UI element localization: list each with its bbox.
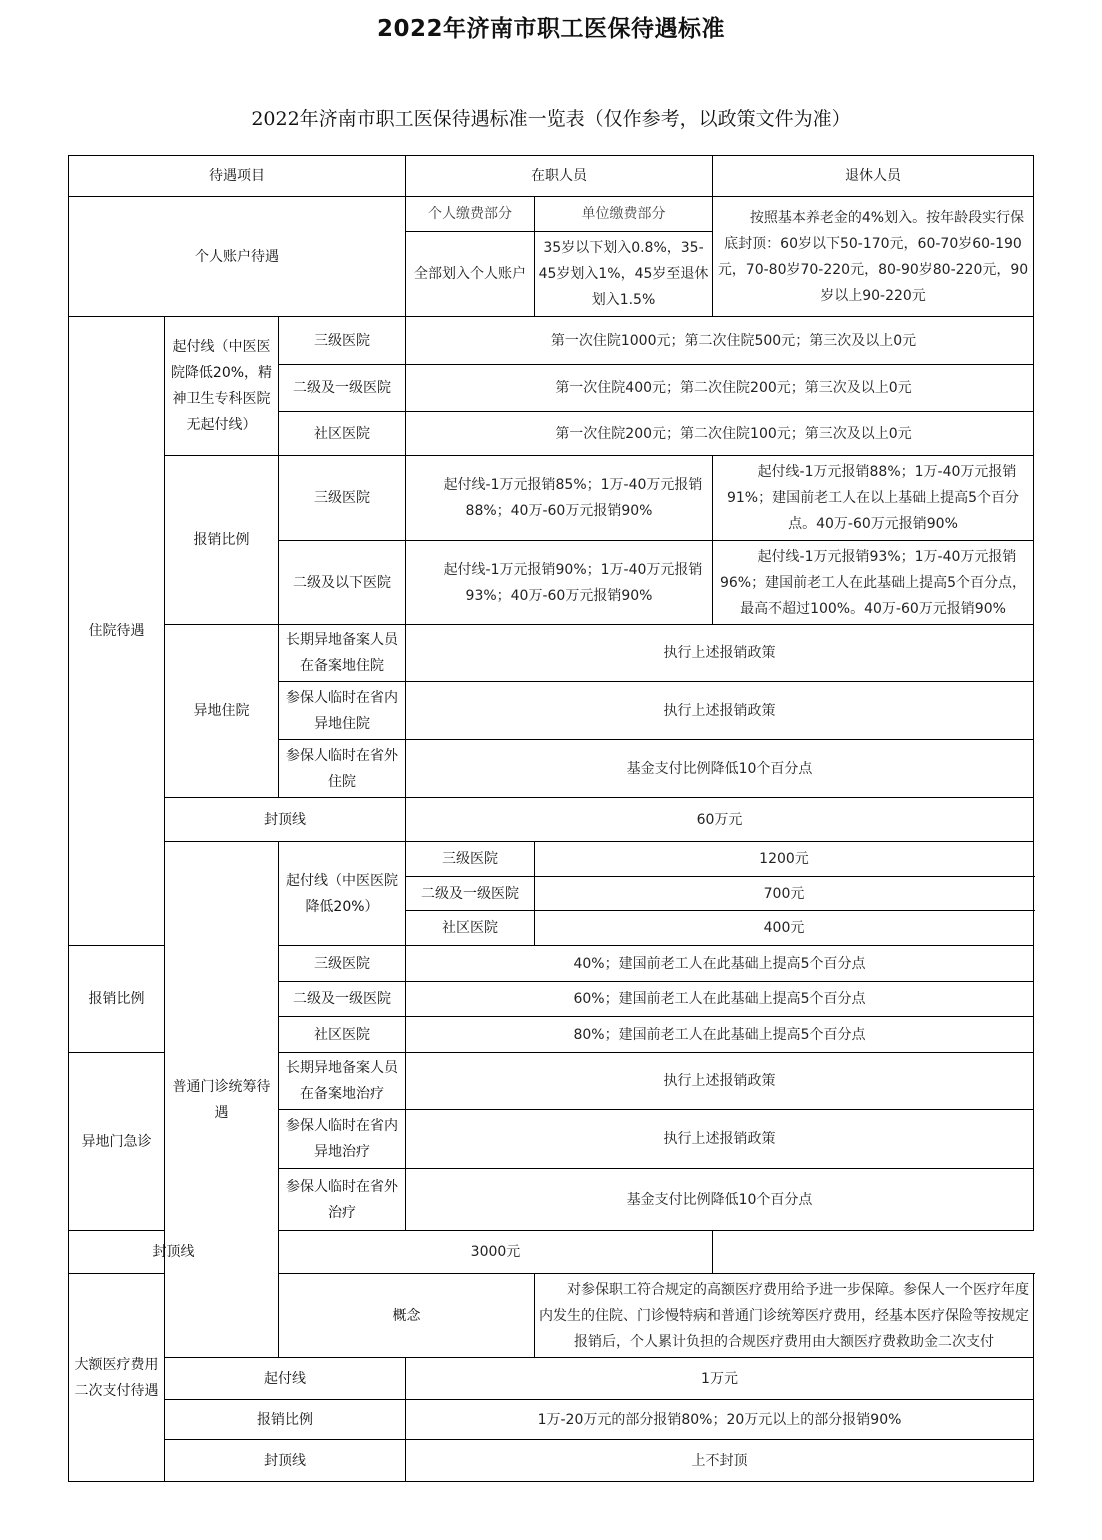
personal-part-value: 全部划入个人账户 [406,232,535,317]
major-ratio-label: 报销比例 [165,1400,406,1440]
table-row [69,1440,1034,1482]
inpatient-threshold-value: 第一次住院200元；第二次住院100元；第三次及以上0元 [406,412,1034,456]
inpatient-cap-value: 60万元 [406,798,1034,842]
inpatient-threshold-value: 第一次住院1000元；第二次住院500元；第三次及以上0元 [406,317,1034,365]
outpatient-ratio-level: 二级及一级医院 [279,982,406,1017]
table-row [69,456,1034,541]
outpatient-offsite-type: 参保人临时在省外治疗 [279,1169,406,1231]
personal-account-label: 个人账户待遇 [69,197,406,317]
outpatient-threshold-level: 二级及一级医院 [406,877,535,911]
table-row [69,798,1034,842]
page-title: 2022年济南市职工医保待遇标准 [376,16,725,42]
header-row [69,156,1034,197]
outpatient-threshold-label: 起付线（中医医院降低20%） [279,842,406,946]
table-row [69,625,1034,682]
outpatient-threshold-level: 社区医院 [406,911,535,946]
personal-part-header: 个人缴费部分 [406,197,535,232]
outpatient-offsite-label: 异地门急诊 [69,1053,165,1231]
inpatient-offsite-type: 参保人临时在省内异地住院 [279,682,406,740]
unit-part-value: 35岁以下划入0.8%，35-45岁划入1%，45岁至退休划入1.5% [535,232,713,317]
major-ratio-value: 1万-20万元的部分报销80%；20万元以上的部分报销90% [406,1400,1034,1440]
header-employed: 在职人员 [406,156,713,197]
table-row [69,1231,1034,1274]
header-retired: 退休人员 [713,156,1034,197]
personal-account-retired: 按照基本养老金的4%划入。按年龄段实行保底封顶：60岁以下50-170元，60-70岁60-190元，70-80岁70-220元，80-90岁80-220元，90岁以上90-220元 [713,197,1034,317]
outpatient-ratio-level: 社区医院 [279,1017,406,1053]
inpatient-ratio-retired: 起付线-1万元报销93%；1万-40万元报销96%；建国前老工人在此基础上提高5个百分点，最高不超过100%。40万-60万元报销90% [713,541,1034,625]
inpatient-cap-label: 封顶线 [165,798,406,842]
table-row [69,1358,1034,1400]
major-threshold-value: 1万元 [406,1358,1034,1400]
table-row [69,317,1034,365]
outpatient-ratio-value: 60%；建国前老工人在此基础上提高5个百分点 [406,982,1034,1017]
inpatient-ratio-label: 报销比例 [165,456,279,625]
header-item: 待遇项目 [69,156,406,197]
inpatient-threshold-label: 起付线（中医医院降低20%，精神卫生专科医院无起付线） [165,317,279,456]
major-concept-label: 概念 [279,1274,535,1358]
inpatient-label: 住院待遇 [69,317,165,946]
personal-account-row [69,197,1034,232]
inpatient-offsite-value: 执行上述报销政策 [406,625,1034,682]
inpatient-offsite-value: 基金支付比例降低10个百分点 [406,740,1034,798]
outpatient-offsite-value: 执行上述报销政策 [406,1110,1034,1169]
inpatient-ratio-employed: 起付线-1万元报销85%；1万-40万元报销88%；40万-60万元报销90% [406,456,713,541]
inpatient-offsite-type: 参保人临时在省外住院 [279,740,406,798]
inpatient-threshold-level: 三级医院 [279,317,406,365]
outpatient-offsite-type: 长期异地备案人员在备案地治疗 [279,1053,406,1110]
inpatient-ratio-employed: 起付线-1万元报销90%；1万-40万元报销93%；40万-60万元报销90% [406,541,713,625]
table-row [69,842,1034,877]
outpatient-cap-value: 3000元 [279,1231,713,1274]
outpatient-ratio-value: 80%；建国前老工人在此基础上提高5个百分点 [406,1017,1034,1053]
outpatient-threshold-value: 1200元 [535,842,1034,877]
outpatient-threshold-level: 三级医院 [406,842,535,877]
outpatient-ratio-value: 40%；建国前老工人在此基础上提高5个百分点 [406,946,1034,982]
inpatient-threshold-value: 第一次住院400元；第二次住院200元；第三次及以上0元 [406,365,1034,412]
inpatient-threshold-level: 社区医院 [279,412,406,456]
outpatient-offsite-type: 参保人临时在省内异地治疗 [279,1110,406,1169]
outpatient-cap-label: 封顶线 [69,1231,279,1274]
outpatient-ratio-label: 报销比例 [69,946,165,1053]
inpatient-ratio-level: 三级医院 [279,456,406,541]
outpatient-offsite-value: 执行上述报销政策 [406,1053,1034,1110]
inpatient-offsite-label: 异地住院 [165,625,279,798]
inpatient-threshold-level: 二级及一级医院 [279,365,406,412]
outpatient-offsite-value: 基金支付比例降低10个百分点 [406,1169,1034,1231]
table-row [69,1400,1034,1440]
unit-part-header: 单位缴费部分 [535,197,713,232]
benefits-table [68,155,1034,1482]
major-cap-label: 封顶线 [165,1440,406,1482]
inpatient-ratio-level: 二级及以下医院 [279,541,406,625]
outpatient-threshold-value: 400元 [535,911,1034,946]
major-threshold-label: 起付线 [165,1358,406,1400]
major-label: 大额医疗费用二次支付待遇 [69,1274,165,1482]
inpatient-offsite-type: 长期异地备案人员在备案地住院 [279,625,406,682]
major-concept-value: 对参保职工符合规定的高额医疗费用给予进一步保障。参保人一个医疗年度内发生的住院、门诊慢特病和普通门诊统筹医疗费用，经基本医疗保险等按规定报销后，个人累计负担的合规医疗费用由大额医疗费救助金二次支付 [535,1274,1034,1358]
major-cap-value: 上不封顶 [406,1440,1034,1482]
inpatient-ratio-retired: 起付线-1万元报销88%；1万-40万元报销91%；建国前老工人在以上基础上提高5个百分点。40万-60万元报销90% [713,456,1034,541]
inpatient-offsite-value: 执行上述报销政策 [406,682,1034,740]
outpatient-ratio-level: 三级医院 [279,946,406,982]
table-title: 2022年济南市职工医保待遇标准一览表（仅作参考，以政策文件为准） [251,108,851,130]
outpatient-label: 普通门诊统筹待遇 [165,842,279,1358]
outpatient-threshold-value: 700元 [535,877,1034,911]
